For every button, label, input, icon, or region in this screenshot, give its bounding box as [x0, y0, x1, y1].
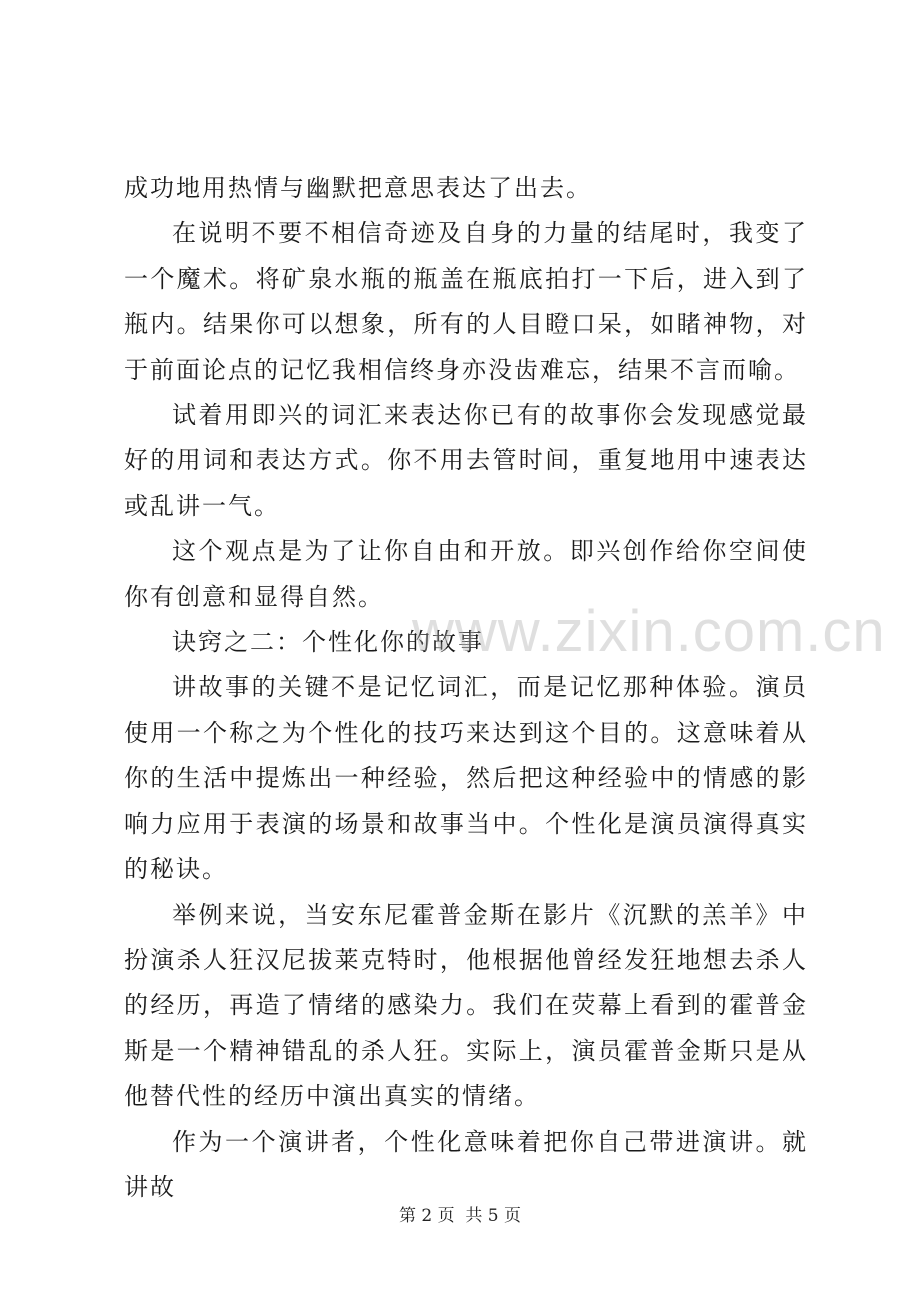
page-number-footer: 第 2 页 共 5 页: [398, 1206, 522, 1226]
watermark: www.zixin.com.cn: [412, 599, 886, 664]
paragraph: 作为一个演讲者，个性化意味着把你自己带进演讲。就讲故: [124, 1127, 808, 1201]
section-heading: 诀窍之二：个性化你的故事: [172, 628, 484, 657]
document-body: [124, 166, 808, 1210]
paragraph: 试着用即兴的词汇来表达你已有的故事你会发现感觉最好的用词和表达方式。你不用去管时间，重复地用中速表达或乱讲一气。: [124, 401, 808, 520]
paragraph: 在说明不要不相信奇迹及自身的力量的结尾时，我变了一个魔术。将矿泉水瓶的瓶盖在瓶底拍打一下后，进入到了瓶内。结果你可以想象，所有的人目瞪口呆，如睹神物，对于前面论点的记忆我相信终身亦没齿难忘，结果不言而喻。: [124, 219, 808, 384]
paragraph: 成功地用热情与幽默把意思表达了出去。: [124, 174, 592, 202]
paragraph: 讲故事的关键不是记忆词汇，而是记忆那种体验。演员使用一个称之为个性化的技巧来达到这个目的。这意味着从你的生活中提炼出一种经验，然后把这种经验中的情感的影响力应用于表演的场景和故事当中。个性化是演员演得真实的秘诀。: [124, 673, 808, 884]
paragraph: 举例来说，当安东尼霍普金斯在影片《沉默的羔羊》中扮演杀人狂汉尼拔莱克特时，他根据他曾经发狂地想去杀人的经历，再造了情绪的感染力。我们在荧幕上看到的霍普金斯是一个精神错乱的杀人狂。实际上，演员霍普金斯只是从他替代性的经历中演出真实的情绪。: [124, 900, 808, 1111]
paragraph: 这个观点是为了让你自由和开放。即兴创作给你空间使你有创意和显得自然。: [124, 537, 808, 611]
